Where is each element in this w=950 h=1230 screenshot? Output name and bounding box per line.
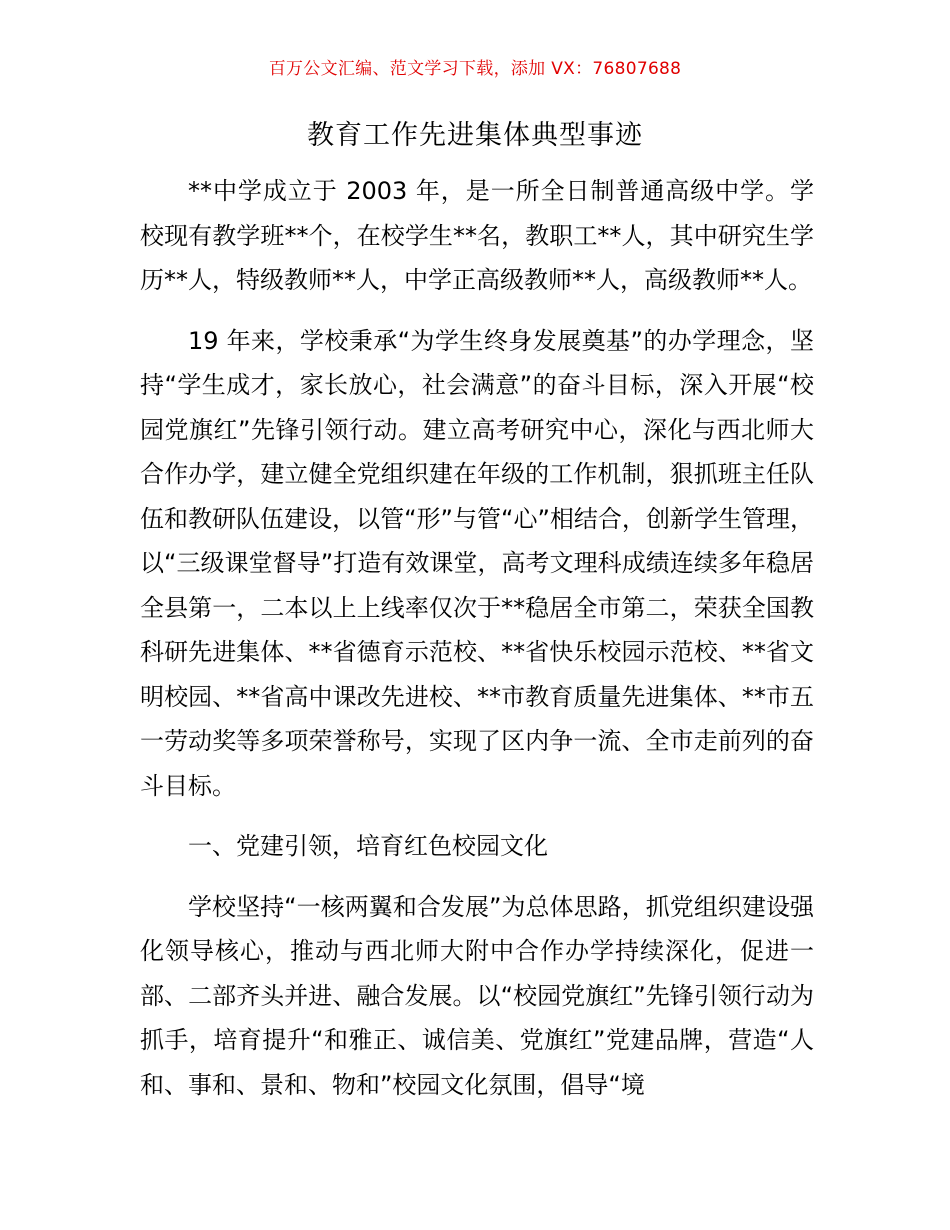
document-title: 教育工作先进集体典型事迹 [307, 120, 643, 151]
paragraph-achievements: 19 年来，学校秉承“为学生终身发展奠基”的办学理念，坚持“学生成才，家长放心，社会满意”的奋斗目标，深入开展“校园党旗红”先锋引领行动。建立高考研究中心，深化与西北师大合作办学，建立健全党组织建在年级的工作机制，狠抓班主任队伍和教研队伍建设，以管“形”与管“心”相结合，创新学生管理，以“三级课堂督导”打造有效课堂，高考文理科成绩连续多年稳居全县第一，二本以上上线率仅次于**稳居全市第二，荣获全国教科研先进集体、**省德育示范校、**省快乐校园示范校、**省文明校园、**省高中课改先进校、**市教育质量先进集体、**市五一劳动奖等多项荣誉称号，实现了区内争一流、全市走前列的奋斗目标。 [140, 326, 814, 800]
paragraph-section-one: 学校坚持“一核两翼和合发展”为总体思路，抓党组织建设强化领导核心，推动与西北师大附中合作办学持续深化，促进一部、二部齐头并进、融合发展。以“校园党旗红”先锋引领行动为抓手，培育提升“和雅正、诚信美、党旗红”党建品牌，营造“人和、事和、景和、物和”校园文化氛围，倡导“境 [140, 892, 814, 1099]
document-body [140, 169, 814, 1123]
paragraph-intro: **中学成立于 2003 年，是一所全日制普通高级中学。学校现有教学班**个，在校学生**名，教职工**人，其中研究生学历**人，特级教师**人，中学正高级教师**人，高级教师**人。 [140, 177, 814, 294]
section-heading: 一、党建引领，培育红色校园文化 [188, 832, 548, 860]
header-watermark-note: 百万公文汇编、范文学习下载，添加 VX：76807688 [268, 59, 682, 79]
